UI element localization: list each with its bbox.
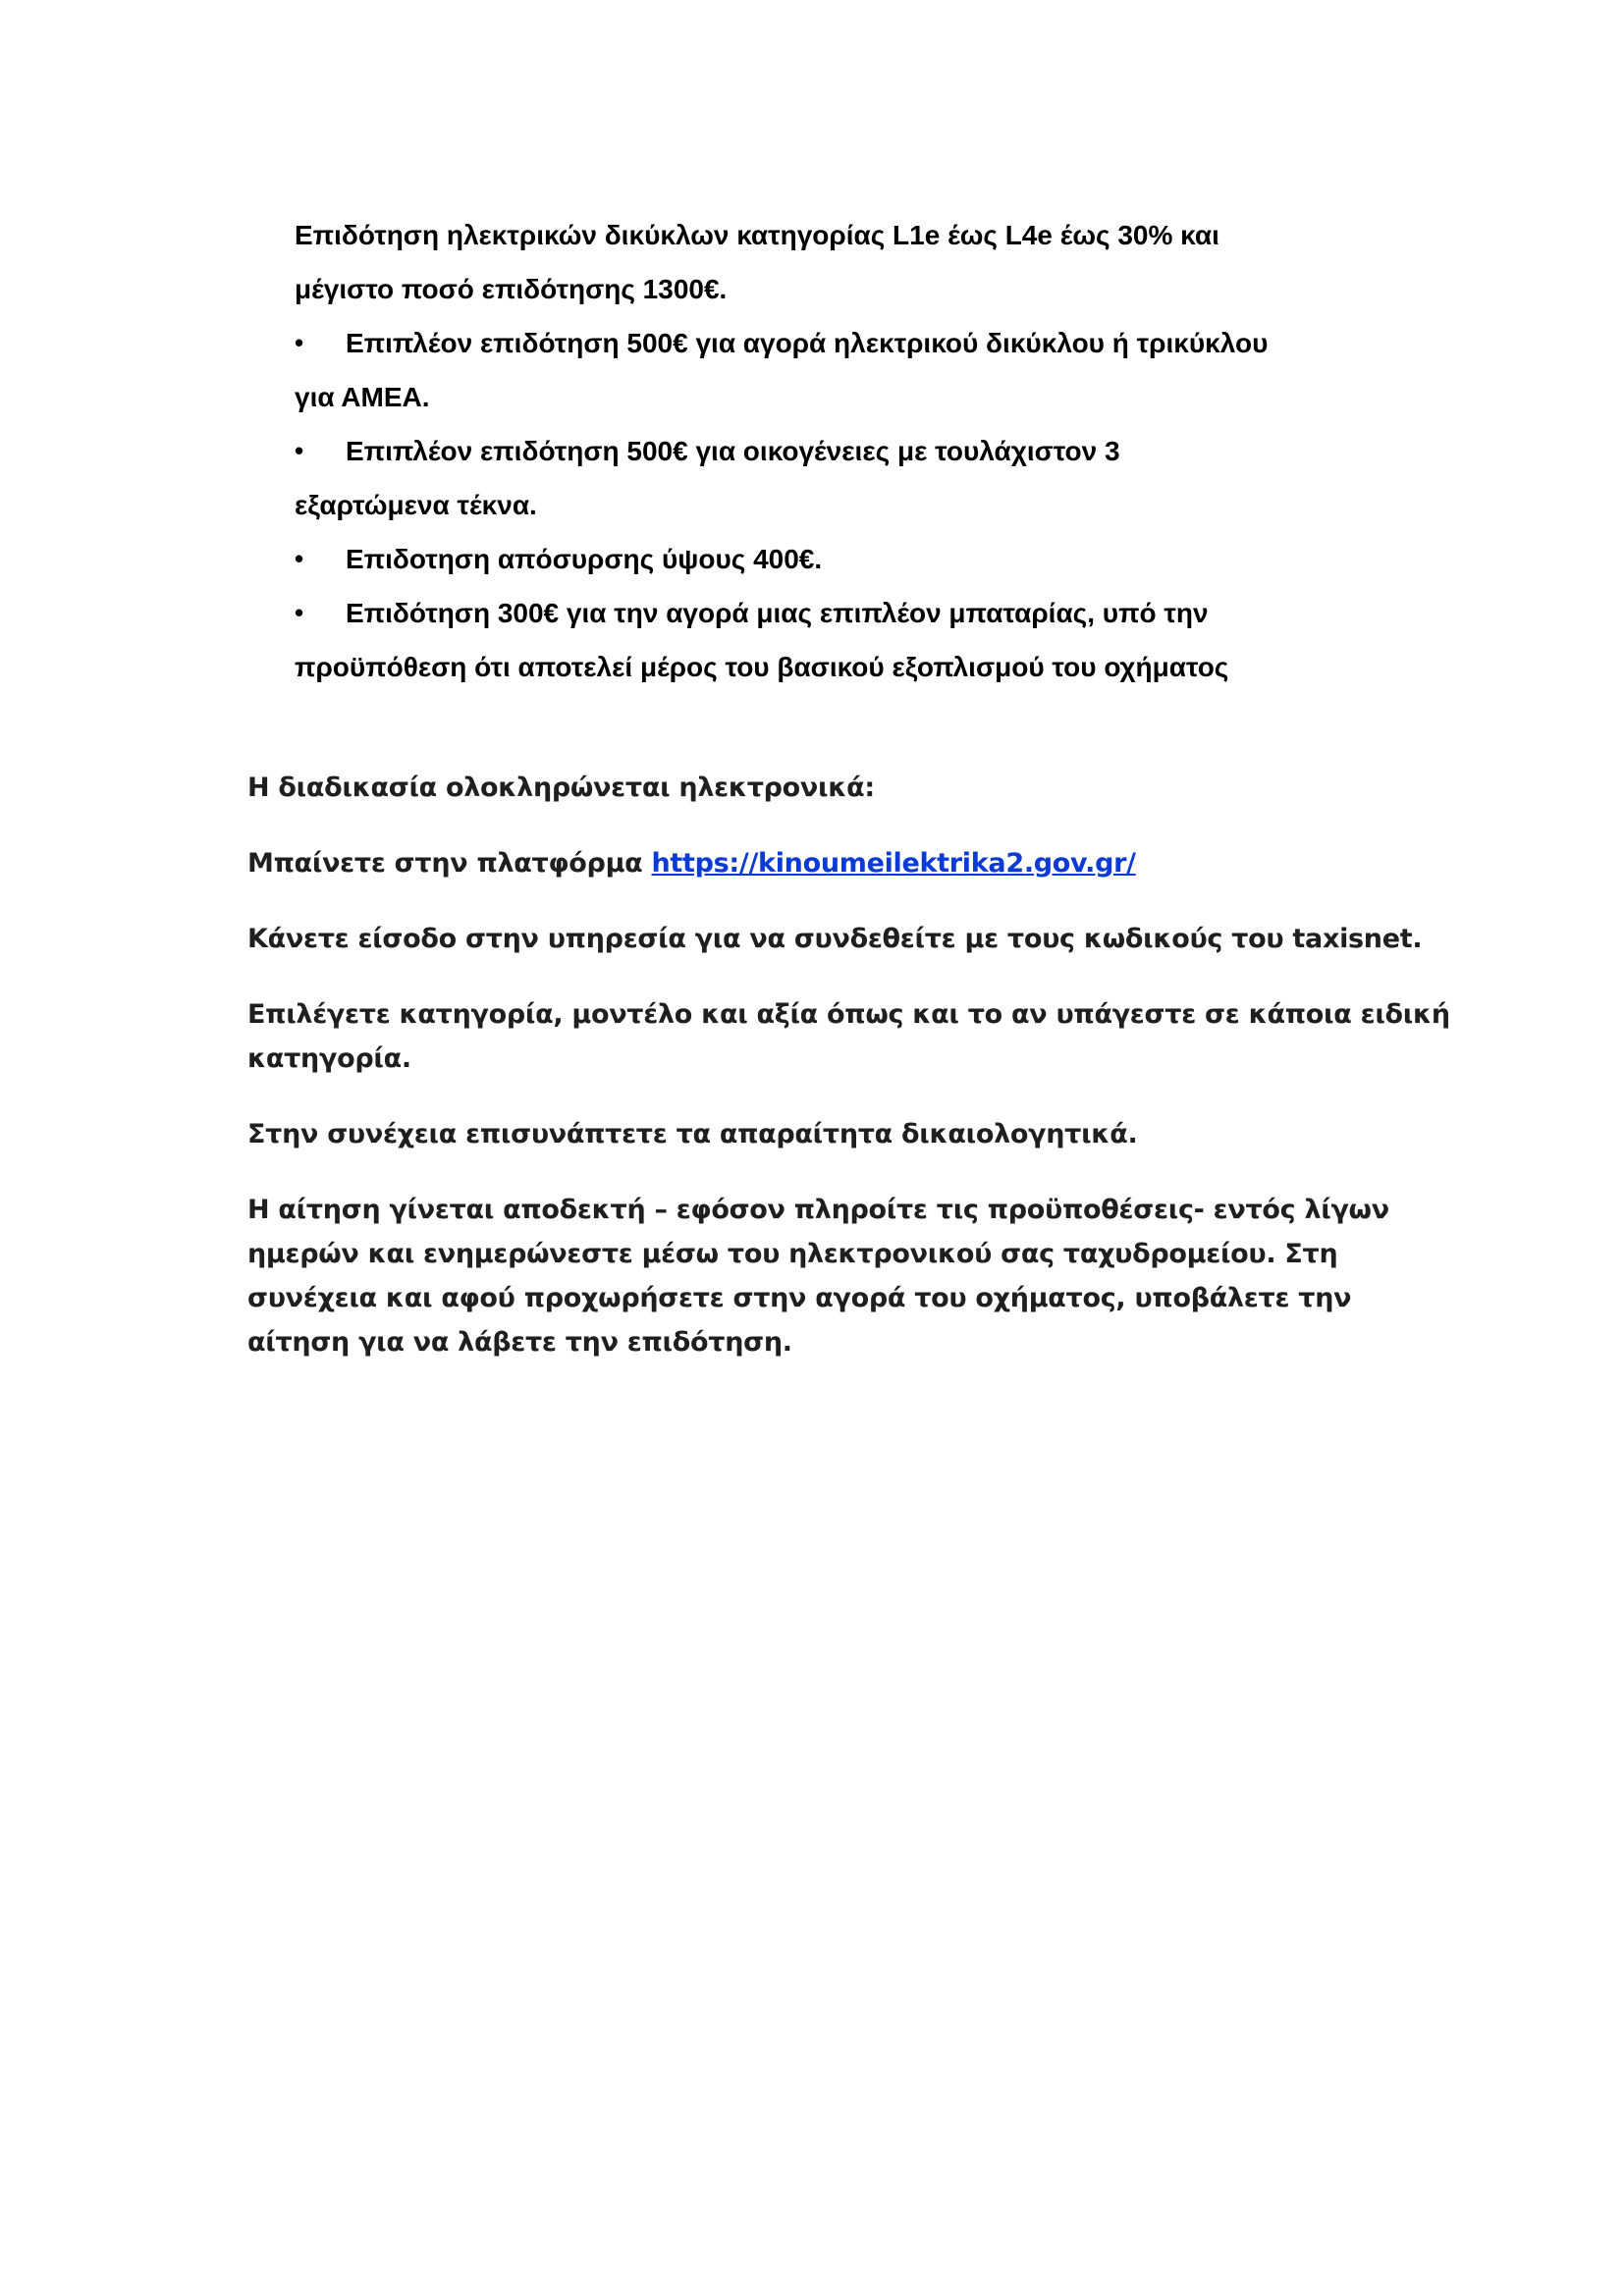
bullet-item-disabled xyxy=(295,316,1394,370)
bullet-text: Επιπλέον επιδότηση 500€ για οικογένειες με τουλάχιστον 3 xyxy=(346,436,1120,466)
bullet-icon: • xyxy=(295,436,304,465)
bullet-item-battery xyxy=(295,586,1394,640)
procedure-approval-line-2: ημερών και ενημερώνεστε μέσω του ηλεκτρονικού σας ταχυδρομείου. Στη xyxy=(247,1239,1338,1269)
procedure-login: Κάνετε είσοδο στην υπηρεσία για να συνδεθείτε με τους κωδικούς του taxisnet. xyxy=(247,924,1423,954)
procedure-approval xyxy=(247,1188,1406,1364)
procedure-select xyxy=(247,992,1450,1081)
procedure-section xyxy=(247,766,1450,1396)
platform-prefix: Μπαίνετε στην πλατφόρμα xyxy=(247,848,652,879)
bullet-item-scrappage xyxy=(295,532,1394,586)
bullet-continuation: εξαρτώμενα τέκνα. xyxy=(295,490,537,520)
bullet-icon: • xyxy=(295,598,304,627)
procedure-attach: Στην συνέχεια επισυνάπτετε τα απαραίτητα δικαιολογητικά. xyxy=(247,1119,1138,1149)
bullet-icon: • xyxy=(295,328,304,357)
bullet-item-families xyxy=(295,424,1394,478)
procedure-intro: Η διαδικασία ολοκληρώνεται ηλεκτρονικά: xyxy=(247,773,875,803)
procedure-select-line-2: κατηγορία. xyxy=(247,1043,411,1074)
subsidy-intro-line-2: μέγιστο ποσό επιδότησης 1300€. xyxy=(295,274,728,304)
procedure-platform xyxy=(247,841,1406,885)
bullet-continuation: προϋπόθεση ότι αποτελεί μέρος του βασικού εξοπλισμού του οχήματος xyxy=(295,652,1229,682)
procedure-approval-line-3: συνέχεια και αφού προχωρήσετε στην αγορά του οχήματος, υποβάλετε την xyxy=(247,1283,1352,1313)
bullet-text: Επιδότηση 300€ για την αγορά μιας επιπλέον μπαταρίας, υπό την xyxy=(346,598,1209,628)
subsidy-intro-line-1: Επιδότηση ηλεκτρικών δικύκλων κατηγορίας L1e έως L4e έως 30% και xyxy=(295,220,1219,250)
bullet-continuation: για ΑΜΕΑ. xyxy=(295,382,430,412)
procedure-approval-line-1: Η αίτηση γίνεται αποδεκτή – εφόσον πληροίτε τις προϋποθέσεις- εντός λίγων xyxy=(247,1195,1389,1225)
bullet-icon: • xyxy=(295,544,304,573)
platform-link[interactable]: https://kinoumeilektrika2.gov.gr/ xyxy=(651,848,1136,879)
procedure-select-line-1: Επιλέγετε κατηγορία, μοντέλο και αξία όπως και το αν υπάγεστε σε κάποια ειδική xyxy=(247,999,1450,1030)
subsidy-section xyxy=(295,208,1394,694)
bullet-text: Επιπλέον επιδότηση 500€ για αγορά ηλεκτρικού δικύκλου ή τρικύκλου xyxy=(346,328,1269,358)
bullet-text: Επιδοτηση απόσυρσης ύψους 400€. xyxy=(346,544,823,574)
procedure-approval-line-4: αίτηση για να λάβετε την επιδότηση. xyxy=(247,1327,792,1358)
